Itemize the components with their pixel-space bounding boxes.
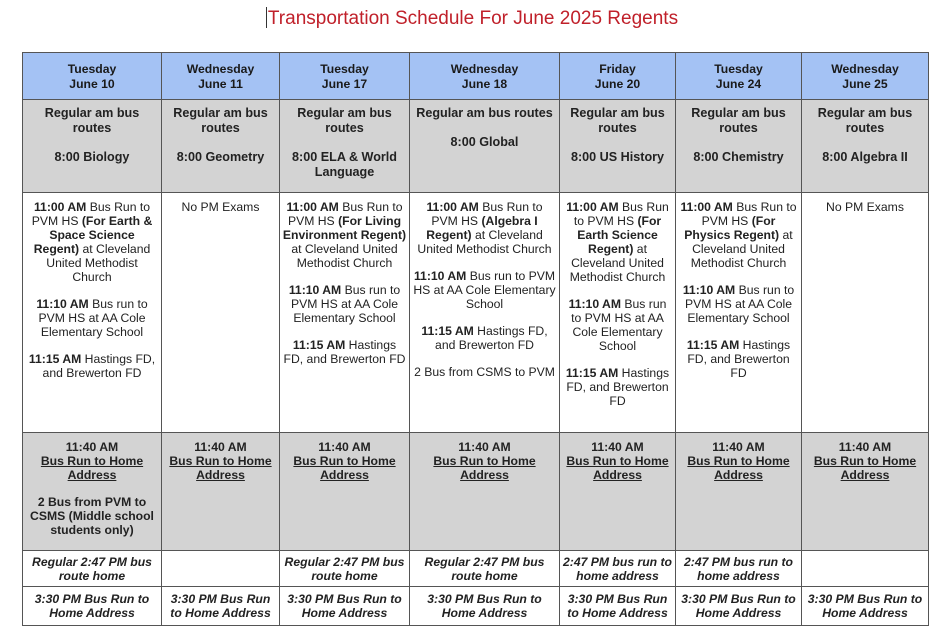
pm-location: at Cleveland United Methodist Church <box>46 242 151 284</box>
schedule-table <box>22 52 929 626</box>
am-exam: 8:00 Algebra II <box>822 150 908 164</box>
day-header <box>802 53 929 100</box>
pm-row <box>23 193 929 433</box>
am-routes: Regular am bus routes <box>570 106 665 135</box>
pm-regent: (For Physics Regent) <box>684 214 780 242</box>
pm-text: Bus run to PVM HS at AA Cole Elementary School <box>413 269 556 311</box>
pm-text: No PM Exams <box>826 200 904 214</box>
pm-time: 11:15 AM <box>421 324 474 338</box>
pm-text: Hastings FD, and Brewerton FD <box>566 366 670 408</box>
pm-location: at Cleveland United Methodist Church <box>291 242 398 270</box>
am-cell <box>410 100 560 193</box>
return-extra: 2 Bus from PVM to CSMS (Middle school students only) <box>30 495 154 537</box>
afternoon-cell: Regular 2:47 PM bus route home <box>280 551 410 587</box>
pm-regent: (For Living Environment Regent) <box>282 214 407 242</box>
pm-regent: (For Earth Science Regent) <box>577 214 662 256</box>
pm-text: Hastings FD, and Brewerton FD <box>283 338 406 366</box>
pm-time: 11:15 AM <box>28 352 82 366</box>
pm-time: 11:00 AM <box>33 200 87 214</box>
late-run-cell: 3:30 PM Bus Run to Home Address <box>23 587 162 626</box>
pm-item <box>282 338 407 366</box>
pm-text: Hastings FD, and Brewerton FD <box>42 352 156 380</box>
pm-text: Bus run to PVM HS at AA Cole Elementary School <box>290 283 401 325</box>
am-routes: Regular am bus routes <box>416 106 553 120</box>
pm-regent: (Algebra I Regent) <box>426 214 538 242</box>
afternoon-cell: 2:47 PM bus run to home address <box>676 551 802 587</box>
day-name: Friday <box>599 62 636 76</box>
am-row <box>23 100 929 193</box>
pm-time: 11:00 AM <box>680 200 733 214</box>
pm-time: 11:15 AM <box>686 338 740 352</box>
pm-time: 11:15 AM <box>565 366 619 380</box>
pm-item <box>678 283 799 325</box>
return-time: 11:40 AM <box>838 440 892 454</box>
pm-cell <box>410 193 560 433</box>
return-cell <box>162 433 280 551</box>
am-cell <box>560 100 676 193</box>
day-date: June 17 <box>321 77 368 91</box>
am-exam: 8:00 Geometry <box>176 150 265 164</box>
day-header <box>280 53 410 100</box>
am-cell <box>676 100 802 193</box>
pm-time: 11:10 AM <box>288 283 342 297</box>
pm-item <box>164 200 277 214</box>
late-run-cell: 3:30 PM Bus Run to Home Address <box>410 587 560 626</box>
return-label: Bus Run to Home Address <box>687 454 790 482</box>
pm-item <box>25 200 159 284</box>
day-header <box>676 53 802 100</box>
pm-time: 11:10 AM <box>36 297 89 311</box>
am-routes: Regular am bus routes <box>691 106 786 135</box>
am-routes: Regular am bus routes <box>297 106 392 135</box>
pm-item <box>412 324 557 352</box>
pm-item <box>412 269 557 311</box>
pm-cell <box>676 193 802 433</box>
return-cell <box>280 433 410 551</box>
afternoon-cell: Regular 2:47 PM bus route home <box>410 551 560 587</box>
day-header <box>410 53 560 100</box>
return-label: Bus Run to Home Address <box>566 454 669 482</box>
return-time: 11:40 AM <box>318 440 371 454</box>
day-date: June 18 <box>461 77 508 91</box>
header-row <box>23 53 929 100</box>
pm-location: at Cleveland United Methodist Church <box>569 242 666 284</box>
late-run-cell: 3:30 PM Bus Run to Home Address <box>676 587 802 626</box>
return-cell <box>23 433 162 551</box>
title-text: Transportation Schedule For June 2025 Regents <box>267 8 679 29</box>
return-label: Bus Run to Home Address <box>40 454 144 482</box>
pm-item <box>804 200 926 214</box>
pm-cell <box>23 193 162 433</box>
am-exam: 8:00 Chemistry <box>693 150 784 164</box>
pm-time: 11:10 AM <box>568 297 621 311</box>
pm-cell <box>162 193 280 433</box>
pm-text: No PM Exams <box>181 200 260 214</box>
day-name: Tuesday <box>67 62 117 76</box>
day-date: June 24 <box>715 77 762 91</box>
pm-item <box>282 200 407 270</box>
day-name: Tuesday <box>714 62 763 76</box>
pm-item <box>412 200 557 256</box>
afternoon-cell <box>802 551 929 587</box>
pm-text: Bus Run to PVM HS <box>287 200 403 228</box>
day-header <box>560 53 676 100</box>
am-cell <box>23 100 162 193</box>
pm-text: Hastings FD, and Brewerton FD <box>687 338 791 380</box>
return-label: Bus Run to Home Address <box>813 454 917 482</box>
pm-item <box>25 297 159 339</box>
pm-text: Bus Run to PVM HS <box>31 200 151 228</box>
page-title <box>0 7 944 30</box>
day-date: June 11 <box>198 77 243 91</box>
day-name: Wednesday <box>831 62 899 76</box>
pm-item <box>25 352 159 380</box>
pm-item <box>562 297 673 353</box>
return-cell <box>560 433 676 551</box>
day-date: June 20 <box>594 77 641 91</box>
pm-cell <box>560 193 676 433</box>
am-exam: 8:00 Biology <box>54 150 130 164</box>
am-cell <box>280 100 410 193</box>
day-name: Wednesday <box>186 62 255 76</box>
am-routes: Regular am bus routes <box>44 106 140 135</box>
pm-item <box>412 365 557 379</box>
late-run-cell: 3:30 PM Bus Run to Home Address <box>560 587 676 626</box>
pm-item <box>282 283 407 325</box>
pm-time: 11:00 AM <box>566 200 619 214</box>
pm-time: 11:00 AM <box>286 200 339 214</box>
pm-location: at Cleveland United Methodist Church <box>417 228 552 256</box>
pm-location: at Cleveland United Methodist Church <box>690 228 793 270</box>
text-cursor <box>266 7 267 28</box>
return-label: Bus Run to Home Address <box>293 454 396 482</box>
pm-cell <box>802 193 929 433</box>
afternoon-cell: Regular 2:47 PM bus route home <box>23 551 162 587</box>
pm-item <box>678 200 799 270</box>
return-time: 11:40 AM <box>591 440 644 454</box>
pm-text: Bus run to PVM HS at AA Cole Elementary School <box>571 297 667 353</box>
day-name: Tuesday <box>320 62 369 76</box>
day-name: Wednesday <box>450 62 519 76</box>
afternoon-cell: 2:47 PM bus run to home address <box>560 551 676 587</box>
return-cell <box>410 433 560 551</box>
pm-cell <box>280 193 410 433</box>
am-exam: 8:00 US History <box>570 150 665 164</box>
am-cell <box>162 100 280 193</box>
day-date: June 25 <box>842 77 888 91</box>
am-exam: 8:00 Global <box>450 135 519 149</box>
pm-text: Bus Run to PVM HS <box>431 200 543 228</box>
afternoon-cell <box>162 551 280 587</box>
pm-text: Bus run to PVM HS at AA Cole Elementary School <box>684 283 795 325</box>
pm-time: 11:00 AM <box>426 200 479 214</box>
pm-regent: (For Earth & Space Science Regent) <box>33 214 153 256</box>
pm-text: 2 Bus from CSMS to PVM <box>414 365 555 379</box>
late-run-cell: 3:30 PM Bus Run to Home Address <box>280 587 410 626</box>
pm-item <box>562 366 673 408</box>
am-exam: 8:00 ELA & World Language <box>292 150 397 179</box>
return-time: 11:40 AM <box>65 440 119 454</box>
return-cell <box>676 433 802 551</box>
pm-text: Hastings FD, and Brewerton FD <box>435 324 548 352</box>
pm-item <box>562 200 673 284</box>
return-time: 11:40 AM <box>712 440 765 454</box>
late-run-cell: 3:30 PM Bus Run to Home Address <box>162 587 280 626</box>
pm-text: Bus run to PVM HS at AA Cole Elementary School <box>38 297 148 339</box>
am-routes: Regular am bus routes <box>817 106 913 135</box>
pm-time: 11:10 AM <box>413 269 467 283</box>
return-label: Bus Run to Home Address <box>169 454 272 482</box>
pm-item <box>678 338 799 380</box>
late-run-row <box>23 587 929 626</box>
pm-time: 11:10 AM <box>682 283 736 297</box>
am-cell <box>802 100 929 193</box>
afternoon-row <box>23 551 929 587</box>
am-routes: Regular am bus routes <box>173 106 268 135</box>
day-header <box>23 53 162 100</box>
late-run-cell: 3:30 PM Bus Run to Home Address <box>802 587 929 626</box>
day-date: June 10 <box>69 77 115 91</box>
return-time: 11:40 AM <box>458 440 511 454</box>
return-time: 11:40 AM <box>194 440 247 454</box>
day-header <box>162 53 280 100</box>
pm-text: Bus Run to PVM HS <box>573 200 669 228</box>
return-label: Bus Run to Home Address <box>433 454 536 482</box>
return-row <box>23 433 929 551</box>
pm-text: Bus Run to PVM HS <box>701 200 797 228</box>
return-cell <box>802 433 929 551</box>
pm-time: 11:15 AM <box>292 338 346 352</box>
